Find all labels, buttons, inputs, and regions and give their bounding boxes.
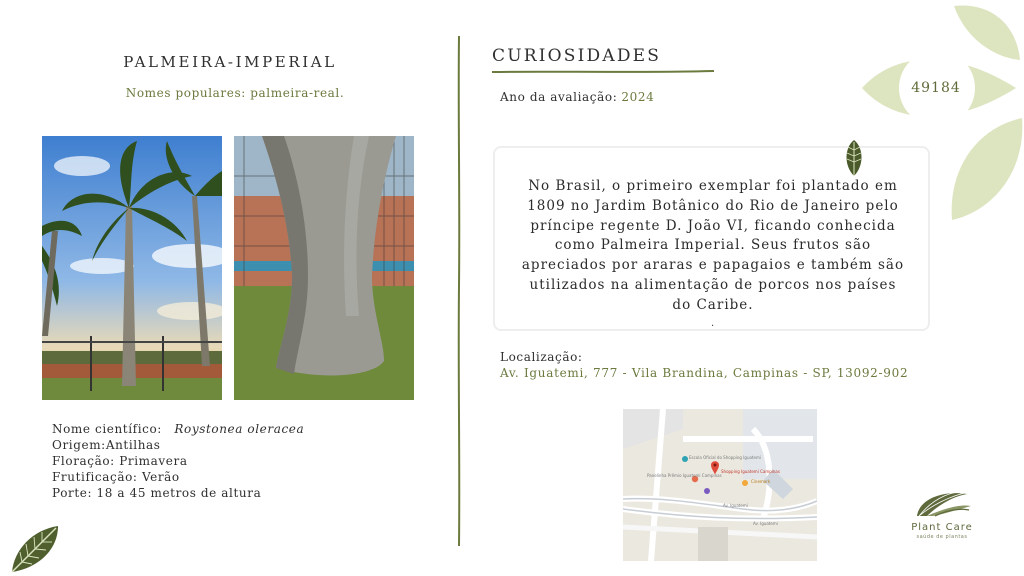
logo-name: Plant Care: [911, 522, 973, 533]
fruiting: Frutificação: Verão: [52, 470, 180, 484]
curiosity-text: No Brasil, o primeiro exemplar foi plantado em 1809 no Jardim Botânico do Rio de Janeiro pelo príncipe regente D. João VI, ficando conhecida como Palmeira Imperial. Seus frutos são apreciados por araras e papagaios e também são utilizados na alimentação de porcos nos países do Caribe.: [521, 178, 905, 313]
scientific-name-value: Roystonea oleracea: [174, 422, 305, 436]
origin: Origem:Antilhas: [52, 438, 161, 452]
location-label: Localização:: [500, 350, 583, 364]
map-label: Panelinha Prêmio Iguatemi Campinas: [647, 473, 722, 478]
evaluation-year-label: Ano da avaliação:: [500, 90, 618, 104]
map-label: Shopping Iguatemi Campinas: [721, 469, 780, 474]
scientific-name-row: [52, 421, 304, 437]
map-label: Cinemark: [751, 479, 771, 484]
size: Porte: 18 a 45 metros de altura: [52, 486, 262, 500]
trailing-dot: .: [711, 318, 715, 329]
location-map[interactable]: [623, 409, 817, 561]
badge-number: 49184: [911, 80, 961, 96]
map-label: Escola Oficial do Shopping Iguatemi: [689, 455, 761, 460]
logo-tagline: saúde de plantas: [916, 534, 968, 540]
leaf-icon: [8, 520, 64, 576]
leaf-icon: [842, 138, 866, 178]
flowering: Floração: Primavera: [52, 454, 188, 468]
map-label: Av. Iguatemi: [753, 521, 778, 526]
section-divider: [456, 36, 462, 546]
scientific-name-label: Nome científico:: [52, 422, 162, 436]
map-label: Av. Iguatemi: [723, 503, 748, 508]
heading-underline: [492, 68, 714, 76]
plant-facts: [52, 421, 304, 501]
evaluation-year: [500, 90, 654, 104]
palm-trunk-photo: [234, 136, 414, 400]
location-address: Av. Iguatemi, 777 - Vila Brandina, Campinas - SP, 13092-902: [500, 366, 909, 380]
popular-names: Nomes populares: palmeira-real.: [125, 86, 345, 100]
evaluation-year-value: 2024: [621, 90, 655, 104]
plant-title: PALMEIRA-IMPERIAL: [123, 53, 337, 71]
palm-trees-photo: [42, 136, 222, 400]
curiosities-heading: CURIOSIDADES: [492, 46, 662, 66]
